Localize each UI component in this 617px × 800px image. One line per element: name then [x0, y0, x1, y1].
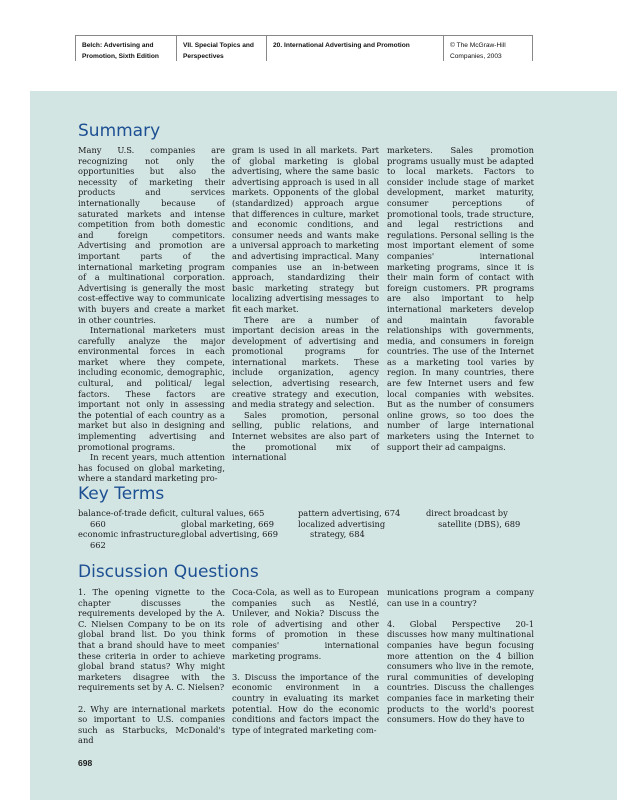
discussion-question: 1. The opening vignette to the chapter discusses the requirements developed by the A. C. Nielsen Company to be on its global brand list. Do you think that a brand should have to meet these criteria in order to achieve global brand status? Why might marketers disagree with the requirements set by A. C. Nielsen? — [78, 587, 225, 693]
key-term: direct broadcast by satellite (DBS), 689 — [426, 508, 521, 529]
summary-paragraph: In recent years, much attention has focused on global marketing, where a standard marketing pro- — [78, 452, 225, 484]
summary-paragraph: Many U.S. companies are recognizing not only the opportunities but also the necessity of marketing their products and services internationally because of saturated markets and intense competition from both domestic and foreign competitors. Advertising and promotion are important parts of the international marketing program of a multinational corporation. Advertising is generally the most cost-effective way to communicate with buyers and create a market in other countries. — [78, 145, 225, 325]
discussion-column-2 — [232, 587, 379, 746]
summary-paragraph: Sales promotion, personal selling, public relations, and Internet websites are also part of the promotional mix of international — [232, 409, 379, 463]
discussion-title: Discussion Questions — [78, 562, 259, 582]
discussion-question: munications program a company can use in a country? — [387, 587, 534, 608]
key-terms-column-2 — [181, 508, 293, 540]
key-terms-column-4 — [426, 508, 536, 529]
summary-paragraph: International marketers must carefully analyze the major environmental forces in each market where they compete, including economic, demographic, cultural, and political/ legal factors. These factors are important not only in assessing the potential of each country as a market but also in designing and implementing advertising and promotional programs. — [78, 325, 225, 452]
header-part: VII. Special Topics and Perspectives — [176, 35, 266, 61]
key-term: pattern advertising, 674 — [298, 508, 401, 518]
discussion-question: 3. Discuss the importance of the economic environment in a country in evaluating its market potential. How do the economic conditions and factors impact the type of integrated marketing com- — [232, 671, 379, 735]
discussion-question: Coca-Cola, as well as to European companies such as Nestlé, Unilever, and Nokia? Discuss the role of advertising and other forms of promotion in these companies' international marketing programs. — [232, 587, 379, 661]
key-terms-column-1 — [78, 508, 190, 550]
discussion-column-3 — [387, 587, 534, 735]
header-copyright: © The McGraw-Hill Companies, 2003 — [443, 35, 533, 61]
summary-column-3 — [387, 145, 534, 452]
key-term: global advertising, 669 — [181, 529, 278, 540]
header-chapter: 20. International Advertising and Promotion — [266, 35, 443, 61]
key-term: economic infrastructure, 662 — [78, 529, 183, 550]
page-number: 698 — [78, 758, 93, 768]
summary-column-2 — [232, 145, 379, 463]
key-term: balance-of-trade deficit, 660 — [78, 508, 179, 529]
discussion-column-1 — [78, 587, 225, 757]
key-terms-title: Key Terms — [78, 484, 165, 504]
discussion-question: 2. Why are international markets so important to U.S. companies such as Starbucks, McDonald's and — [78, 703, 225, 746]
summary-paragraph: gram is used in all markets. Part of global marketing is global advertising, where the same basic advertising approach is used in all markets. Opponents of the global (standardized) approach argue that differences in culture, market and economic conditions, and consumer needs and wants make a universal approach to marketing and advertising impractical. Many companies use an in-between approach, standardizing their basic marketing strategy but localizing advertising messages to fit each market. — [232, 145, 379, 314]
key-term: global marketing, 669 — [181, 518, 274, 529]
key-term: localized advertising strategy, 684 — [298, 518, 386, 540]
summary-title: Summary — [78, 121, 161, 141]
key-term: cultural values, 665 — [181, 508, 265, 518]
summary-column-1 — [78, 145, 225, 484]
header-book: Belch: Advertising and Promotion, Sixth Edition — [75, 35, 176, 61]
summary-paragraph: There are a number of important decision areas in the development of advertising and promotional programs for international markets. These include organization, agency selection, advertising research, creative strategy and execution, and media strategy and selection. — [232, 314, 379, 410]
discussion-question: 4. Global Perspective 20-1 discusses how many multinational companies have begun focusing more attention on the 4 billion consumers who live in the remote, rural communities of developing countries. Discuss the challenges companies face in marketing their products to the world's poorest consumers. How do they have to — [387, 618, 534, 725]
key-terms-column-3 — [298, 508, 420, 540]
summary-paragraph: marketers. Sales promotion programs usually must be adapted to local markets. Factors to consider include stage of market development, market maturity, consumer perceptions of promotional tools, trade structure, and legal restrictions and regulations. Personal selling is the most important element of some companies' international marketing programs, since it is their main form of contact with foreign customers. PR programs are also important to help international marketers develop and maintain favorable relationships with governments, media, and consumers in foreign countries. The use of the Internet as a marketing tool varies by region. In many countries, there are few Internet users and few local companies with websites. But as the number of consumers online grows, so too does the number of large international marketers using the Internet to support their ad campaigns. — [387, 145, 534, 452]
